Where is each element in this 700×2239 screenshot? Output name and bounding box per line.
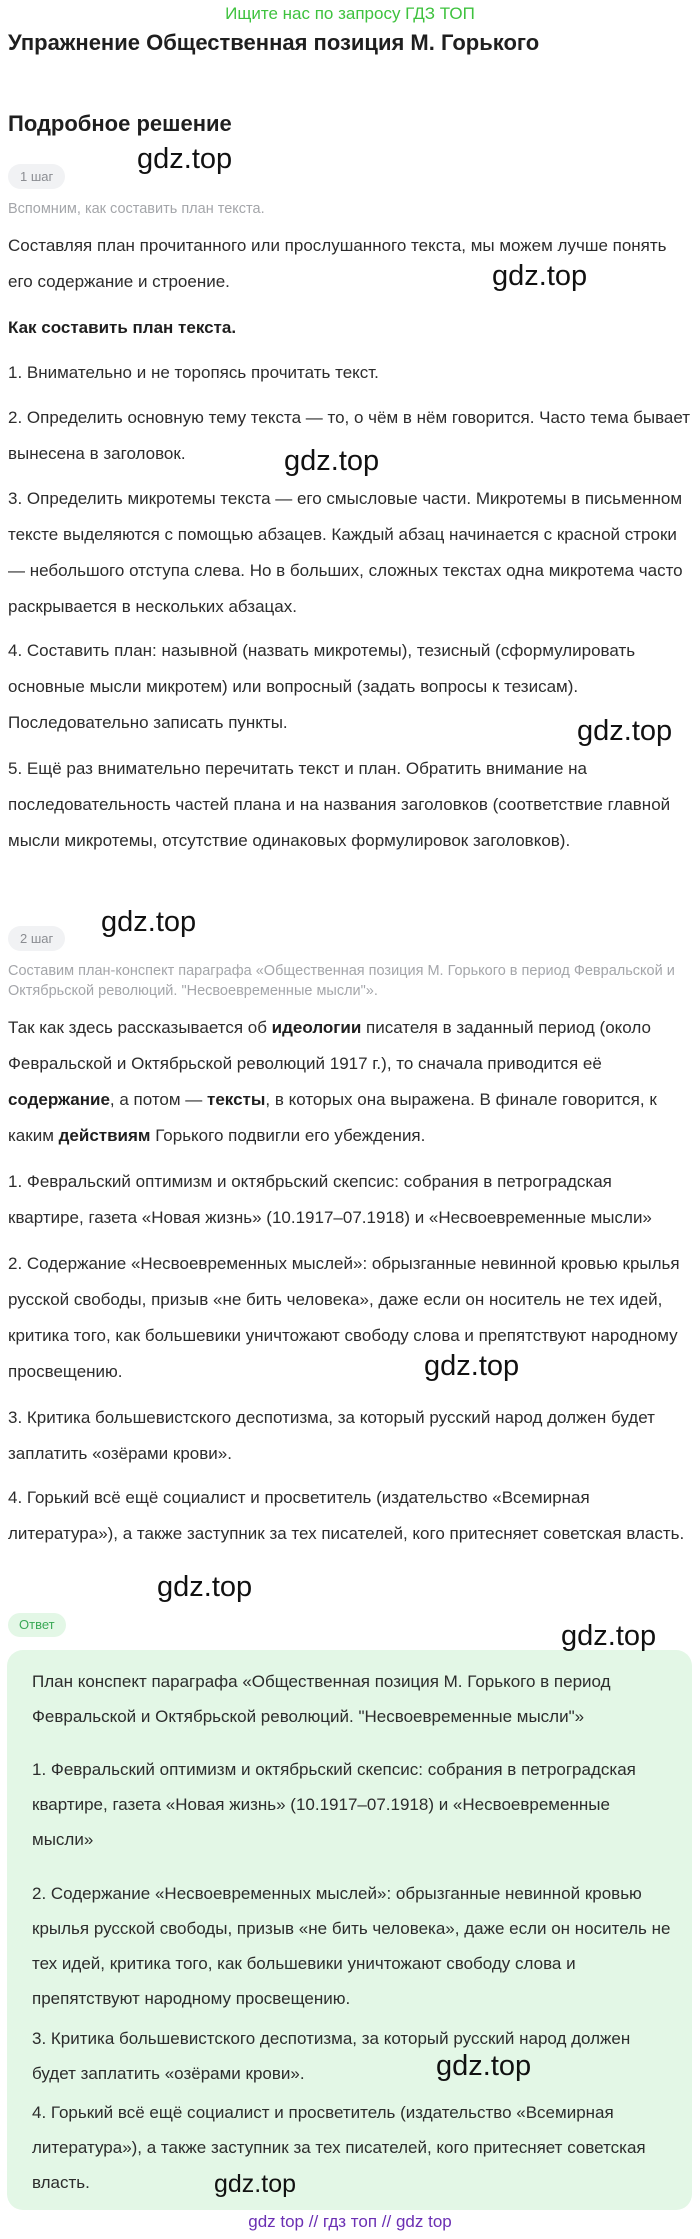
step-2-item-4: 4. Горький всё ещё социалист и просветитель (издательство «Всемирная литература»), а также заступник за тех писателей, кого притесняет советская власть.: [8, 1488, 685, 1543]
keyword-ideology: идеологии: [271, 1018, 362, 1037]
watermark: gdz.top: [284, 445, 380, 477]
step-1-heading: Как составить план текста.: [8, 318, 237, 337]
answer-item-3: 3. Критика большевистского деспотизма, за который русский народ должен будет заплатить «озёрами крови».: [32, 2029, 631, 2083]
watermark: gdz.top: [214, 2170, 297, 2198]
step-1-item-5: 5. Ещё раз внимательно перечитать текст и план. Обратить внимание на последовательность частей плана и на названия заголовков (соответствие главной мысли микротемы, отсутствие одинаковых формулировок заголовков).: [8, 759, 671, 850]
watermark: gdz.top: [492, 260, 588, 292]
step-2-item-1: 1. Февральский оптимизм и октябрьский скепсис: собрания в петроградская квартире, газета «Новая жизнь» (10.1917–07.1918) и «Несвоевременные мысли»: [8, 1172, 652, 1227]
section-subtitle: Подробное решение: [8, 111, 232, 136]
watermark: gdz.top: [577, 715, 673, 747]
watermark: gdz.top: [561, 1620, 657, 1652]
answer-item-1: 1. Февральский оптимизм и октябрьский скепсис: собрания в петроградская квартире, газета «Новая жизнь» (10.1917–07.1918) и «Несвоевременные мысли»: [32, 1760, 636, 1849]
watermark: gdz.top: [424, 1350, 520, 1382]
answer-badge: Ответ: [8, 1613, 66, 1637]
step-2-intro: Так как здесь рассказывается об идеологии писателя в заданный период (около Февральской и Октябрьской революций 1917 г.), то сначала приводится её содержание, а потом — тексты, в которых она выражена. В финале говорится, к каким действиям Горького подвигли его убеждения.: [8, 1018, 657, 1145]
watermark: gdz.top: [157, 1571, 253, 1603]
step-2-item-2: 2. Содержание «Несвоевременных мыслей»: обрызганные невинной кровью крылья русской свободы, призыв «не бить человека», даже если он носитель не тех идей, критика того, как большевики уничтожают свободу слова и препятствуют народному просвещению.: [8, 1254, 680, 1381]
watermark: gdz.top: [137, 143, 233, 175]
keyword-texts: тексты: [207, 1090, 266, 1109]
footer-separator: //: [304, 2212, 323, 2231]
step-1-item-3: 3. Определить микротемы текста — его смысловые части. Микротемы в письменном тексте выделяются с помощью абзацев. Каждый абзац начинается с красной строки — небольшого отступа слева. Но в больших, сложных текстах одна микротема часто раскрывается в нескольких абзацах.: [8, 489, 683, 616]
step-2-hint: Составим план-конспект параграфа «Общественная позиция М. Горького в период Февральской и Октябрьской революций. "Несвоевременные мысли"».: [8, 963, 675, 999]
step-1-item-1: 1. Внимательно и не торопясь прочитать текст.: [8, 363, 379, 382]
step-2-badge: 2 шаг: [8, 926, 65, 951]
keyword-actions: действиям: [58, 1126, 151, 1145]
footer-links: [0, 2212, 700, 2232]
search-banner: Ищите нас по запросу ГДЗ ТОП: [225, 4, 475, 23]
step-1-intro: Составляя план прочитанного или прослушанного текста, мы можем лучше понять его содержание и строение.: [8, 236, 667, 291]
page-title: Упражнение Общественная позиция М. Горького: [8, 30, 540, 55]
answer-item-4: 4. Горький всё ещё социалист и просветитель (издательство «Всемирная литература»), а также заступник за тех писателей, кого притесняет советская власть.: [32, 2103, 646, 2192]
watermark: gdz.top: [101, 906, 197, 938]
watermark: gdz.top: [436, 2050, 532, 2082]
footer-link-gdz-top-2[interactable]: gdz top: [395, 2212, 452, 2231]
footer-separator: //: [377, 2212, 396, 2231]
answer-item-2: 2. Содержание «Несвоевременных мыслей»: обрызганные невинной кровью крылья русской свободы, призыв «не бить человека», даже если он носитель не тех идей, критика того, как большевики уничтожают свободу слова и препятствуют народному просвещению.: [32, 1884, 671, 2008]
step-1-hint: Вспомним, как составить план текста.: [8, 201, 265, 217]
footer-link-gdz-top[interactable]: gdz top: [248, 2212, 305, 2231]
step-1-item-2: 2. Определить основную тему текста — то, о чём в нём говорится. Часто тема бывает вынесена в заголовок.: [8, 408, 691, 463]
step-1-item-4: 4. Составить план: назывной (назвать микротемы), тезисный (сформулировать основные мысли микротем) или вопросный (задать вопросы к тезисам). Последовательно записать пункты.: [8, 641, 636, 732]
step-2-item-3: 3. Критика большевистского деспотизма, за который русский народ должен будет заплатить «озёрами крови».: [8, 1408, 655, 1463]
answer-intro: План конспект параграфа «Общественная позиция М. Горького в период Февральской и Октябрьской революций. "Несвоевременные мысли"»: [32, 1672, 611, 1726]
footer-link-gdz-top-ru[interactable]: гдз топ: [322, 2212, 378, 2231]
step-1-badge: 1 шаг: [8, 164, 65, 189]
keyword-content: содержание: [8, 1090, 110, 1109]
